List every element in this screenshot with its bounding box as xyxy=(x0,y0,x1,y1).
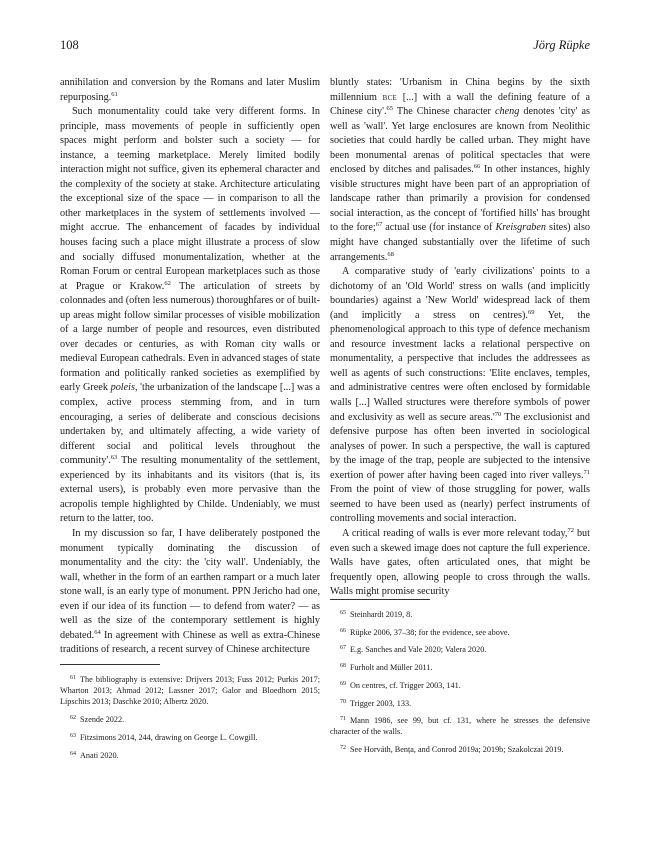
footnote-ref[interactable]: 71 xyxy=(583,468,590,476)
footnote-ref[interactable]: 65 xyxy=(386,105,394,113)
running-head: Jörg Rüpke xyxy=(533,38,590,52)
footnote-ref[interactable]: 63 xyxy=(110,454,118,462)
footnote-ref[interactable]: 66 xyxy=(473,163,481,171)
italic-term: Kreisgraben xyxy=(495,222,547,234)
footnote: $^{69}$ On centres, cf. Trigger 2003, 141. xyxy=(340,680,461,690)
footnote-ref[interactable]: 68 xyxy=(387,250,394,258)
paragraph: annihilation and conversion by the Romans and later Muslim repurposing.$^{61}$ xyxy=(60,77,320,103)
page-header xyxy=(60,38,590,54)
paragraph: In my discussion so far, I have deliberately postponed the monument typically dominating the discussion of monumentality and the city: the 'city wall'. Undeniably, the wall, whether in the form of an earthen rampart or a much later stone wall, is an early type of monument. PPN Jericho had one, even if our idea of its function — to defend from water? — as well as the size of the contemporary settlement is highly debated.$^{64}$ In agreement with Chinese as well as extra-Chinese traditions of research, a recent survey of Chinese architecture xyxy=(60,527,320,656)
footnote: $^{63}$ Fitzsimons 2014, 244, drawing on George L. Cowgill. xyxy=(70,732,258,742)
page-number: 108 xyxy=(60,38,79,52)
paragraph: A critical reading of walls is ever more relevant today,$^{72}$ but even such a skewed image does not capture the full experience. Walls have gates, often articulated ones, that might be frequently open, allowing people to cross through the walls. Walls might promise security xyxy=(330,526,590,598)
footnote: $^{67}$ E.g. Sanches and Vale 2020; Valera 2020. xyxy=(340,645,487,655)
era-abbreviation: bce xyxy=(382,91,398,103)
footnote-ref[interactable]: 64 xyxy=(94,628,101,636)
left-column xyxy=(60,76,320,658)
footnote: $^{61}$ The bibliography is extensive: Drijvers 2013; Fuss 2012; Purkis 2017; Wharton 2013; Ahmad 2012; Lassner 2017; Galor and Bloedhorn 2015; Lipschits 2013; Daschke 2010; Albertz 2020. xyxy=(60,675,320,707)
italic-term: cheng xyxy=(495,106,520,118)
paragraph: A comparative study of 'early civilizations' points to a dichotomy of an 'Old World' stress on walls (and implicitly boundaries) against a 'New World' widespread lack of them (and implicitly a stress on centres).$^{69}$ Yet, the phenomenological approach to this type of defence mechanism and resource investment lacks a relational perspective on monumentality, a perspective that includes the addressees as well as agents of such constructions: 'Elite enclaves, temples, and administrative centres were often enclosed by formidable walls [...] Walled structures were therefore symbols of power and exclusivity as well as secure $areas.'^{70}$ The exclusionist and defensive purpose has often been inverted in sociological analyses of power. In such a perspective, the wall is captured by the image of the trap, people are subjected to the intensive exertion of power after having been caged into river valleys.$^{71}$ From the point of view of those struggling for power, walls seemed to have been used as (nearly) perfect instruments of controlling movements and social interaction. xyxy=(330,266,590,525)
footnote-ref[interactable]: 70 xyxy=(494,410,502,418)
right-column xyxy=(330,76,590,600)
footnote: $^{62}$ Szende 2022. xyxy=(70,715,125,725)
footnote: $^{71}$ Mann 1986, see 99, but cf. 131, where he stresses the defensive character of the walls. xyxy=(330,716,590,737)
footnote-ref[interactable]: 62 xyxy=(164,279,171,287)
footnote: $^{65}$ Steinhardt 2019, 8. xyxy=(340,610,413,619)
footnotes-right xyxy=(330,599,590,761)
footnote: $^{66}$ Rüpke 2006, 37–38; for the evidence, see above. xyxy=(340,627,510,637)
footnote-ref[interactable]: 72 xyxy=(567,526,574,534)
footnote: $^{72}$ See Horváth, Bența, and Conrod 2019a; 2019b; Szakolczai 2019. xyxy=(340,745,564,755)
footnote-ref[interactable]: 61 xyxy=(111,90,118,98)
footnote: $^{70}$ Trigger 2003, 133. xyxy=(340,698,412,708)
paragraph: bluntly states: 'Urbanism in China begins by the sixth millennium bce [...] with a wall the defining feature of a Chinese city'.$^{65}$ The Chinese character cheng denotes 'city' as well as 'wall'. Yet large enclosures are known from Neolithic societies that could hardly be called urban. They might have been monumental arenas of political spectacles that were enclosed by ditches and palisades.$^{66}$ In other instances, highly visible structures might have been part of an appropriation of landscape rather than primarily a provision for condensed social interaction, as the concept of 'fortified hills' has brought to the fore;$^{67}$ actual use (for instance of Kreisgraben sites) also might have changed substantially over the lifetime of such arrangements.$^{68}$ xyxy=(330,77,591,263)
footnote-ref[interactable]: 67 xyxy=(375,221,383,229)
paragraph: Such monumentality could take very different forms. In principle, mass movements of people in sufficiently open spaces might perform and bolster such a society — for instance, a teeming marketplace. Merely limited bodily interaction might not suffice, given its ephemeral character and the complexity of the society at stake. Architecture articulating the exceptional size of the space — in comparison to all the other marketplaces in the system of settlements involved — might accrue. The enhancement of facades by individual houses facing such a place might illustrate a process of slow and socially diffused monumentalization, whether at the Roman Forum or central European marketplaces such as those at Prague or Krakow.$^{62}$ The articulation of streets by colonnades and (often less numerous) thoroughfares or of built-up areas might follow similar processes of visible mobilization of a large number of people and resources, even distributed over decades or centuries, as with Roman city walls or medieval European cathedrals. Even in advanced stages of state formation and politically ranked societies as exemplified by early Greek poleis, 'the urbanization of the landscape [...] was a complex, active process stemming from, and in turn encouraging, a series of deliberate and conscious decisions undertaken by, and ultimately affecting, a wide variety of different social and political levels throughout the community'.$^{63}$ The resulting monumentality of the settlement, experienced by its inhabitants and its visitors (that is, its external users), is probably even more pervasive than the acropolis temple highlighted by Childe. Undeniably, we must return to the latter, too. xyxy=(60,106,321,525)
footnote: $^{68}$ Furholt and Müller 2011. xyxy=(340,663,433,673)
italic-term: poleis xyxy=(110,382,135,394)
footnotes-left xyxy=(60,664,320,766)
footnote: $^{64}$ Anati 2020. xyxy=(70,750,119,760)
footnote-ref[interactable]: 69 xyxy=(527,308,535,316)
